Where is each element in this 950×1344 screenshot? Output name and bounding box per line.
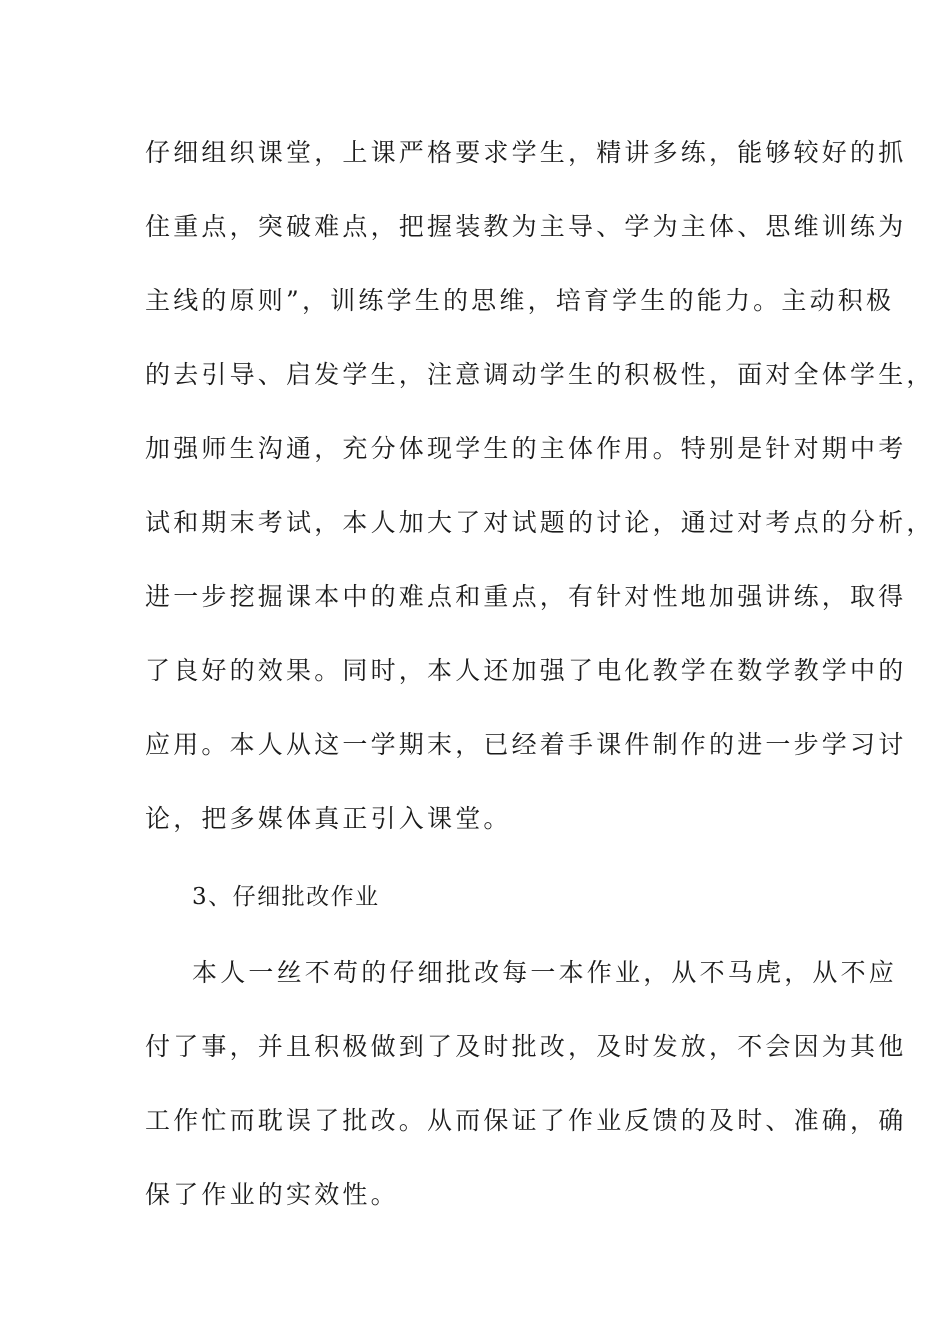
- paragraph-line: 住重点，突破难点，把握装教为主导、学为主体、思维训练为: [145, 212, 907, 241]
- paragraph-line: 仔细组织课堂，上课严格要求学生，精讲多练，能够较好的抓: [145, 138, 907, 167]
- paragraph-line: 了良好的效果。同时，本人还加强了电化教学在数学教学中的: [145, 656, 907, 685]
- paragraph-line: 进一步挖掘课本中的难点和重点，有针对性地加强讲练，取得: [145, 582, 907, 611]
- paragraph-line: 论，把多媒体真正引入课堂。: [145, 804, 512, 833]
- section-heading: 3、仔细批改作业: [192, 884, 380, 910]
- paragraph-line: 付了事，并且积极做到了及时批改，及时发放，不会因为其他: [145, 1032, 907, 1061]
- paragraph-line: 主线的原则”，训练学生的思维，培育学生的能力。主动积极: [145, 286, 895, 315]
- paragraph-line: 加强师生沟通，充分体现学生的主体作用。特别是针对期中考: [145, 434, 907, 463]
- paragraph-line: 工作忙而耽误了批改。从而保证了作业反馈的及时、准确，确: [145, 1106, 907, 1135]
- paragraph-line: 的去引导、启发学生，注意调动学生的积极性，面对全体学生，: [145, 360, 935, 389]
- paragraph-line: 本人一丝不苟的仔细批改每一本作业，从不马虎，从不应: [192, 958, 898, 987]
- paragraph-line: 保了作业的实效性。: [145, 1180, 399, 1209]
- paragraph-line: 应用。本人从这一学期末，已经着手课件制作的进一步学习讨: [145, 730, 907, 759]
- paragraph-line: 试和期末考试，本人加大了对试题的讨论，通过对考点的分析，: [145, 508, 935, 537]
